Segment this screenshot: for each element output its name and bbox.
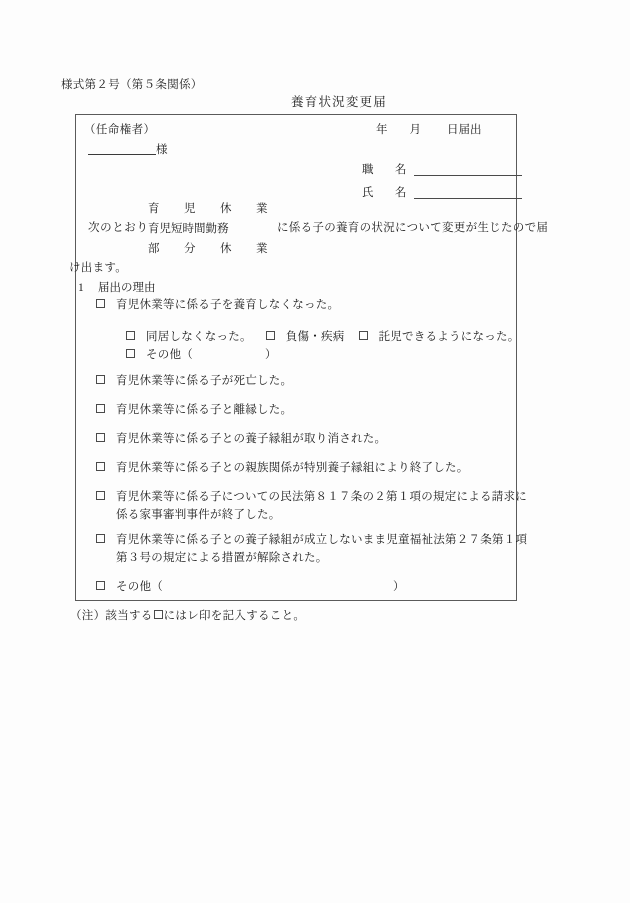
footnote-prefix: （注）該当する (70, 610, 153, 622)
checkbox-icon[interactable] (96, 462, 105, 471)
name-field-row (362, 184, 522, 200)
reason-sub-label-2: 負傷・疾病 (285, 331, 345, 343)
reason-other-row[interactable] (96, 578, 405, 596)
month-label: 月 (409, 124, 421, 136)
reason-checkbox-row-6[interactable] (96, 488, 527, 524)
recipient-name-rule[interactable] (88, 142, 156, 155)
reason-sub-label-3: 託児できるようになった。 (378, 331, 520, 343)
reason-label-7: 育児休業等に係る子との養子縁組が成立しないまま児童福祉法第２７条第１項 第３号の規定による措置が解除された。 (116, 531, 527, 567)
reason-label-5: 育児休業等に係る子との親族関係が特別養子縁組により終了した。 (116, 462, 469, 474)
section-1-heading (78, 279, 156, 295)
name-label: 氏 名 (362, 187, 412, 199)
honorific-label: 様 (156, 144, 168, 156)
position-input-rule[interactable] (414, 162, 522, 176)
leave-type-options (148, 199, 274, 259)
leave-type-option-short-time[interactable]: 育児短時間勤務 (148, 223, 229, 235)
position-field-row (362, 161, 522, 177)
appointer-label: （任命権者） (84, 124, 156, 136)
reason-label-7-line2: 第３号の規定による措置が解除された。 (116, 552, 328, 564)
reason-checkbox-row-3[interactable] (96, 401, 292, 419)
reason-other-close: ） (393, 581, 405, 593)
form-number: 様式第２号（第５条関係） (61, 79, 203, 91)
day-label: 日届出 (447, 124, 482, 136)
reason-sub-other-label: その他（ (146, 349, 193, 361)
reason-sub-other-row[interactable] (126, 346, 277, 364)
checkbox-icon[interactable] (96, 404, 105, 413)
section-1-number: 1 (78, 282, 84, 294)
reason-checkbox-row-1[interactable] (96, 296, 339, 314)
reason-sub-label-1: 同居しなくなった。 (146, 331, 252, 343)
checkbox-icon[interactable] (126, 331, 135, 340)
reason-label-2: 育児休業等に係る子が死亡した。 (116, 375, 293, 387)
year-label: 年 (376, 124, 388, 136)
leave-type-option-childcare-leave[interactable]: 育 児 休 業 (148, 203, 274, 215)
reason-label-6: 育児休業等に係る子についての民法第８１７条の２第１項の規定による請求に 係る家事審判事件が終了した。 (116, 488, 527, 524)
page-title: 養育状況変更届 (291, 95, 387, 109)
reason-sub-checkbox-row[interactable] (126, 328, 520, 346)
leave-type-option-partial-leave[interactable]: 部 分 休 業 (148, 243, 274, 255)
name-input-rule[interactable] (414, 185, 522, 199)
section-1-title: 届出の理由 (98, 282, 156, 294)
position-label: 職 名 (362, 164, 412, 176)
checkbox-icon (154, 610, 163, 619)
reason-checkbox-row-2[interactable] (96, 372, 292, 390)
checkbox-icon[interactable] (266, 331, 275, 340)
recipient-name-field[interactable] (88, 141, 168, 157)
statement-lead-in: 次のとおり (88, 222, 149, 234)
reason-label-1: 育児休業等に係る子を養育しなくなった。 (116, 299, 340, 311)
checkbox-icon[interactable] (126, 349, 135, 358)
reason-other-label: その他（ (116, 581, 163, 593)
reason-label-4: 育児休業等に係る子との養子縁組が取り消された。 (116, 433, 387, 445)
reason-checkbox-row-4[interactable] (96, 430, 386, 448)
reason-sub-other-close: ） (265, 349, 277, 361)
checkbox-icon[interactable] (359, 331, 368, 340)
statement-tail-line2: け出ます。 (69, 262, 128, 274)
reason-label-6-line2: 係る家事審判事件が終了した。 (116, 509, 281, 521)
reason-checkbox-row-5[interactable] (96, 459, 469, 477)
checkbox-icon[interactable] (96, 491, 105, 500)
footnote-suffix: にはレ印を記入すること。 (163, 610, 306, 622)
reason-checkbox-row-7[interactable] (96, 531, 527, 567)
submission-date-line (376, 121, 482, 137)
statement-tail-line1: に係る子の養育の状況について変更が生じたので届 (277, 222, 549, 234)
checkbox-icon[interactable] (96, 299, 105, 308)
checkbox-icon[interactable] (96, 375, 105, 384)
footnote (70, 607, 305, 623)
checkbox-icon[interactable] (96, 581, 105, 590)
reason-label-3: 育児休業等に係る子と離縁した。 (116, 404, 293, 416)
checkbox-icon[interactable] (96, 534, 105, 543)
checkbox-icon[interactable] (96, 433, 105, 442)
